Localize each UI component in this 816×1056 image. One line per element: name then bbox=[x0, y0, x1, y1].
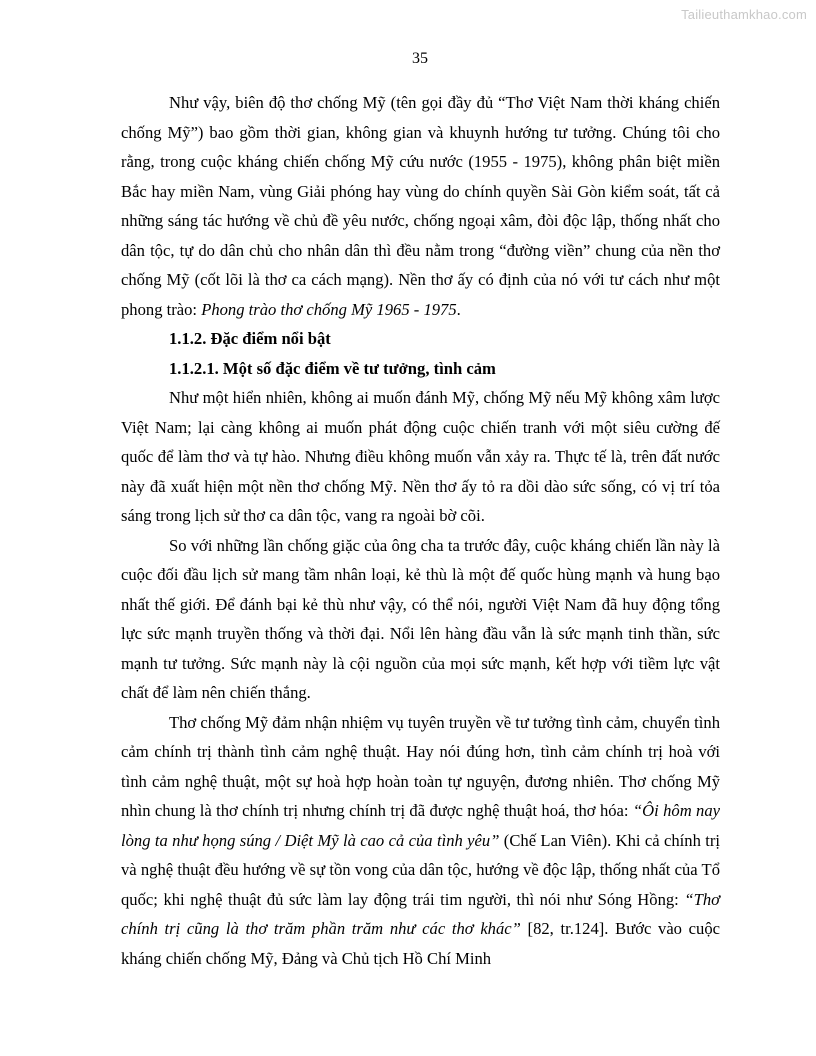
paragraph-1-italic: Phong trào thơ chống Mỹ 1965 - 1975 bbox=[201, 299, 457, 319]
paragraph-1-end: . bbox=[456, 299, 461, 319]
document-body bbox=[121, 88, 720, 973]
paragraph-1 bbox=[121, 88, 720, 324]
paragraph-4-part3: [82, tr.124]. Bước vào cuộc kháng chiến chống Mỹ, Đảng và Chủ tịch Hồ Chí Minh bbox=[121, 919, 720, 968]
paragraph-4-part2: (Chế Lan Viên). Khi cả chính trị và nghệ thuật đều hướng về sự tồn vong của dân tộc, hướng về độc lập, thống nhất của Tổ quốc; khi nghệ thuật đủ sức làm lay động trái tim người, thì nói như Sóng Hồng: bbox=[121, 830, 720, 909]
page-number: 35 bbox=[412, 50, 428, 67]
watermark: Tailieuthamkhao.com bbox=[681, 7, 807, 22]
paragraph-4-quote1: “Ôi hôm nay lòng ta như họng súng / Diệt Mỹ là cao cả của tình yêu” bbox=[121, 801, 721, 850]
section-heading-1-1-2-1: 1.1.2.1. Một số đặc điểm về tư tưởng, tình cảm bbox=[169, 358, 496, 378]
paragraph-3: So với những lần chống giặc của ông cha ta trước đây, cuộc kháng chiến lần này là cuộc đối đầu lịch sử mang tầm nhân loại, kẻ thù là một đế quốc hùng mạnh và hung bạo nhất thế giới. Để đánh bại kẻ thù như vậy, có thể nói, người Việt Nam đã huy động tổng lực sức mạnh truyền thống và thời đại. Nổi lên hàng đầu vẫn là sức mạnh tinh thần, sức mạnh tư tưởng. Sức mạnh này là cội nguồn của mọi sức mạnh, kết hợp với tiềm lực vật chất để làm nên chiến thắng. bbox=[121, 535, 720, 702]
paragraph-4 bbox=[121, 708, 720, 974]
paragraph-1-text: Như vậy, biên độ thơ chống Mỹ (tên gọi đầy đủ “Thơ Việt Nam thời kháng chiến chống Mỹ”) bao gồm thời gian, không gian và khuynh hướng tư tưởng. Chúng tôi cho rằng, trong cuộc kháng chiến chống Mỹ cứu nước (1955 - 1975), không phân biệt miền Bắc hay miền Nam, vùng Giải phóng hay vùng do chính quyền Sài Gòn kiểm soát, tất cả những sáng tác hướng về chủ đề yêu nước, chống ngoại xâm, đòi độc lập, thống nhất cho dân tộc, tự do dân chủ cho nhân dân thì đều nằm trong “đường viền” chung của nền thơ chống Mỹ (cốt lõi là thơ ca cách mạng). Nền thơ ấy có định của nó với tư cách như một phong trào: bbox=[121, 93, 720, 319]
section-heading-1-1-2: 1.1.2. Đặc điểm nổi bật bbox=[169, 329, 331, 348]
paragraph-2: Như một hiển nhiên, không ai muốn đánh Mỹ, chống Mỹ nếu Mỹ không xâm lược Việt Nam; lại càng không ai muốn phát động cuộc chiến tranh với một siêu cường đế quốc để làm thơ và tự hào. Nhưng điều không muốn vẫn xảy ra. Thực tế là, trên đất nước này đã xuất hiện một nền thơ chống Mỹ. Nền thơ ấy tỏ ra dồi dào sức sống, có vị trí tỏa sáng trong lịch sử thơ ca dân tộc, vang ra ngoài bờ cõi. bbox=[121, 388, 720, 525]
paragraph-4-part1: Thơ chống Mỹ đảm nhận nhiệm vụ tuyên truyền về tư tưởng tình cảm, chuyển tình cảm chính trị thành tình cảm nghệ thuật. Hay nói đúng hơn, tình cảm chính trị hoà với tình cảm nghệ thuật, một sự hoà hợp hoàn toàn tự nguyện, đương nhiên. Thơ chống Mỹ nhìn chung là thơ chính trị nhưng chính trị đã được nghệ thuật hoá, thơ hóa: bbox=[121, 712, 720, 820]
paragraph-4-quote2: “Thơ chính trị cũng là thơ trăm phần trăm như các thơ khác” bbox=[121, 889, 720, 938]
